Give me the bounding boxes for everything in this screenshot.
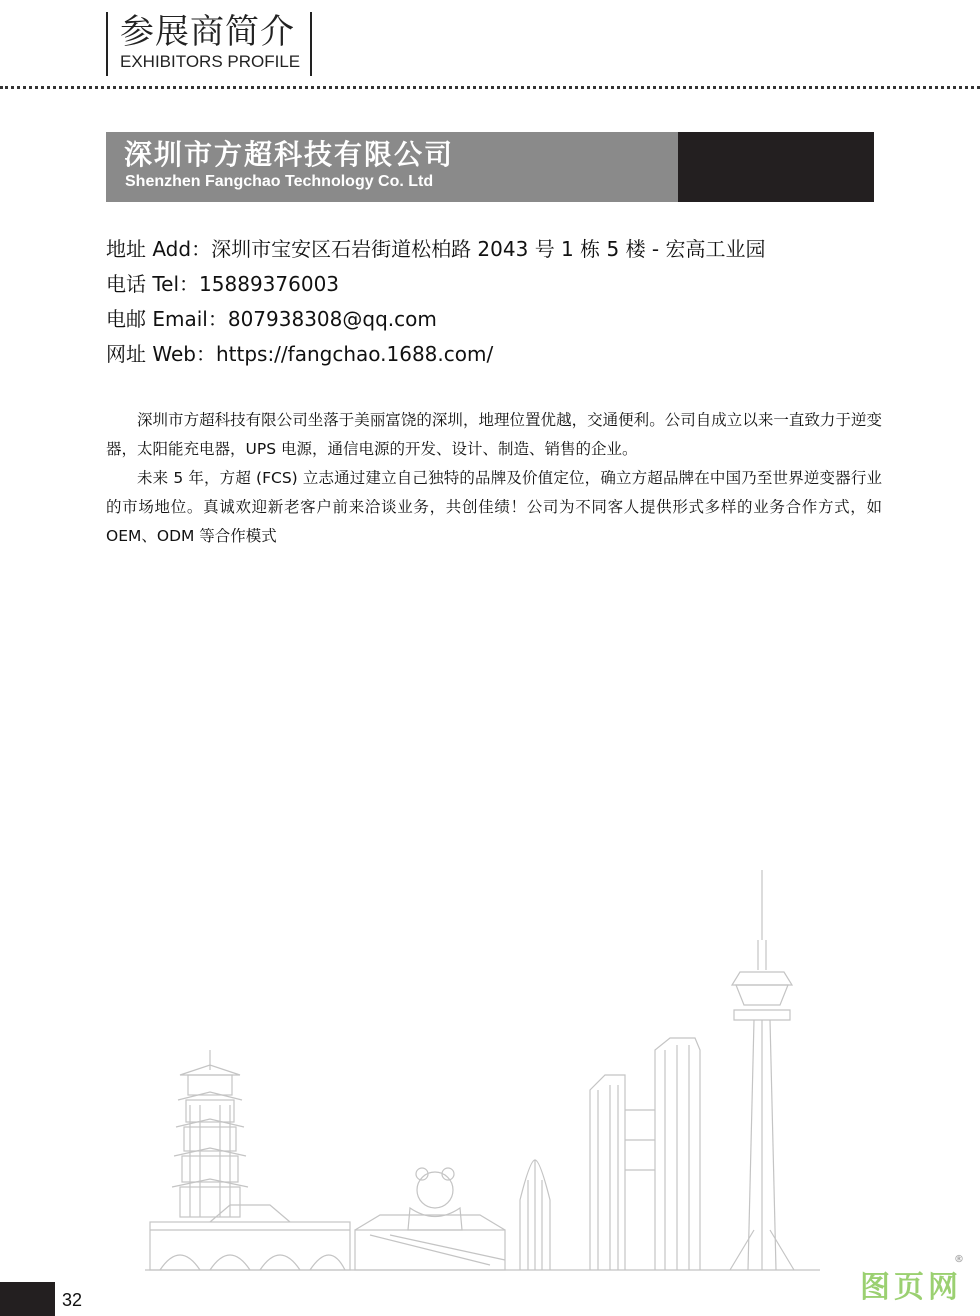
email-value[interactable]: 807938308@qq.com [227, 307, 437, 331]
web-link[interactable]: https://fangchao.1688.com/ [215, 342, 494, 366]
watermark-logo [860, 1254, 968, 1306]
page-number-block [0, 1282, 55, 1316]
tel-row [106, 267, 886, 302]
section-title-en: EXHIBITORS PROFILE [120, 52, 301, 71]
company-name-cn: 深圳市方超科技有限公司 [124, 138, 455, 171]
description-paragraph-2: 未来 5 年，方超 (FCS) 立志通过建立自己独特的品牌及价值定位，确立方超品牌在中国乃至世界逆变器行业的市场地位。真诚欢迎新老客户前来洽谈业务，共创佳绩！公司为不同客人提供形式多样的业务合作方式，如 OEM、ODM 等合作模式 [106, 469, 882, 545]
contact-info [106, 232, 886, 372]
banner-dark-block [678, 132, 874, 202]
page-number: 32 [62, 1290, 83, 1310]
email-label: 电邮 Email： [106, 307, 228, 331]
address-label: 地址 Add： [106, 237, 212, 261]
address-row [106, 232, 886, 267]
web-label: 网址 Web： [106, 342, 216, 366]
company-name-en: Shenzhen Fangchao Technology Co. Ltd [125, 173, 434, 190]
watermark-text: 图页网 [860, 1270, 962, 1305]
dotted-divider [0, 86, 980, 89]
company-description [106, 406, 882, 551]
tower-icon [520, 1160, 550, 1270]
skyscraper-icon [590, 1038, 700, 1270]
tel-label: 电话 Tel： [106, 272, 200, 296]
address-value: 深圳市宝安区石岩街道松柏路 2043 号 1 栋 5 楼 - 宏高工业园 [211, 237, 766, 261]
section-title-cn: 参展商简介 [120, 12, 295, 52]
tv-tower-icon [730, 870, 794, 1270]
web-row [106, 337, 886, 372]
tel-value[interactable]: 15889376003 [199, 272, 340, 296]
registered-mark-icon: ® [954, 1254, 968, 1265]
email-row [106, 302, 886, 337]
city-skyline-illustration [140, 860, 830, 1274]
panda-icon [355, 1168, 505, 1270]
company-banner [106, 132, 874, 202]
pagoda-icon [172, 1050, 248, 1217]
section-header [106, 12, 312, 76]
description-paragraph-1: 深圳市方超科技有限公司坐落于美丽富饶的深圳，地理位置优越，交通便利。公司自成立以来一直致力于逆变器，太阳能充电器，UPS 电源，通信电源的开发、设计、制造、销售的企业。 [106, 411, 882, 458]
